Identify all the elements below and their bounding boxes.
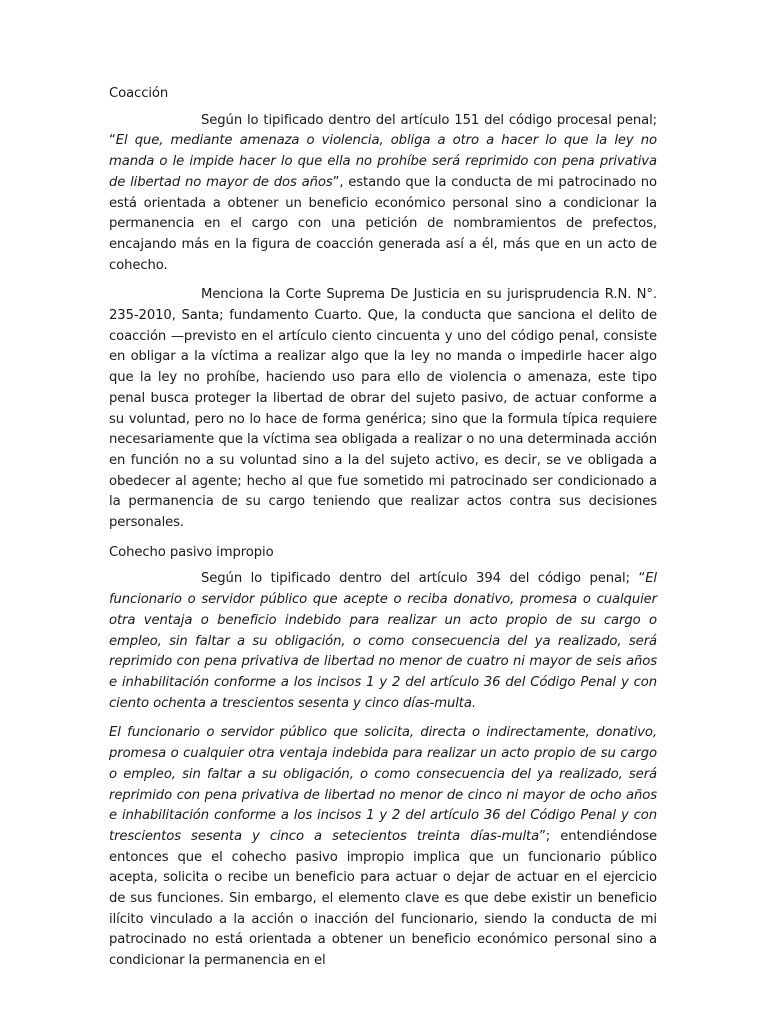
paragraph-tail: ”; entendiéndose entonces que el cohecho pasivo impropio implica que un funcionario público acepta, solicita o recibe un beneficio para actuar o dejar de actuar en el ejercicio de sus funciones. Sin embargo, el elemento clave es que debe existir un beneficio ilícito vinculado a la acción o inacción del funcionario, siendo la conducta de mi patrocinado no está orientada a obtener un beneficio económico personal sino a condicionar la permanencia en el <box>109 828 657 969</box>
legal-quote: El funcionario o servidor público que acepte o reciba donativo, promesa o cualquier otra ventaja o beneficio indebido para realizar un acto propio de su cargo o empleo, sin faltar a su obligación, o como consecuencia del ya realizado, será reprimido con pena privativa de libertad no menor de cuatro ni mayor de seis años e inhabilitación conforme a los incisos 1 y 2 del artículo 36 del Código Penal y con ciento ochenta a trescientos sesenta y cinco días-multa. <box>109 571 657 711</box>
paragraph-lead: Según lo tipificado dentro del artículo 394 del código penal; “ <box>201 571 646 587</box>
paragraph-lead: Según lo tipificado dentro del artículo 151 del código procesal penal; “ <box>109 112 657 149</box>
legal-quote: El funcionario o servidor público que solicita, directa o indirectamente, donativo, promesa o cualquier otra ventaja indebida para realizar un acto propio de su cargo o empleo, sin faltar a su obligación, o como consecuencia del ya realizado, será reprimido con pena privativa de libertad no menor de cinco ni mayor de ocho años e inhabilitación conforme a los incisos 1 y 2 del artículo 36 del Código Penal y con trescientos sesenta y cinco a setecientos treinta días-multa <box>109 725 657 844</box>
paragraph-article-394 <box>109 569 657 714</box>
legal-quote: El que, mediante amenaza o violencia, obliga a otro a hacer lo que la ley no manda o le impide hacer lo que ella no prohíbe será reprimido con pena privativa de libertad no mayor de dos años <box>109 133 657 190</box>
paragraph-jurisprudence: Menciona la Corte Suprema De Justicia en su jurisprudencia R.N. N°. 235-2010, Santa; fundamento Cuarto. Que, la conducta que sanciona el delito de coacción —previsto en el artículo ciento cincuenta y uno del código penal, consiste en obligar a la víctima a realizar algo que la ley no manda o impedirle hacer algo que la ley no prohíbe, haciendo uso para ello de violencia o amenaza, este tipo penal busca proteger la libertad de obrar del sujeto pasivo, de actuar conforme a su voluntad, pero no lo hace de forma genérica; sino que la formula típica requiere necesariamente que la víctima sea obligada a realizar o no una determinada acción en función no a su voluntad sino a la del sujeto activo, es decir, se ve obligada a obedecer al agente; hecho al que fue sometido mi patrocinado ser condicionado a la permanencia de su cargo teniendo que realizar actos contra sus decisiones personales. <box>109 287 657 531</box>
document-page <box>109 84 657 981</box>
section-heading-cohecho: Cohecho pasivo impropio <box>109 544 274 560</box>
section-heading-coaccion: Coacción <box>109 86 169 101</box>
paragraph-article-151 <box>109 111 657 277</box>
paragraph-article-394-continued <box>109 723 657 971</box>
paragraph-tail: ”, estando que la conducta de mi patrocinado no está orientada a obtener un beneficio económico personal sino a condicionar la permanencia en el cargo con una petición de nombramientos de prefectos, encajando más en la figura de coacción generada así a él, más que en un acto de cohecho. <box>109 174 657 273</box>
